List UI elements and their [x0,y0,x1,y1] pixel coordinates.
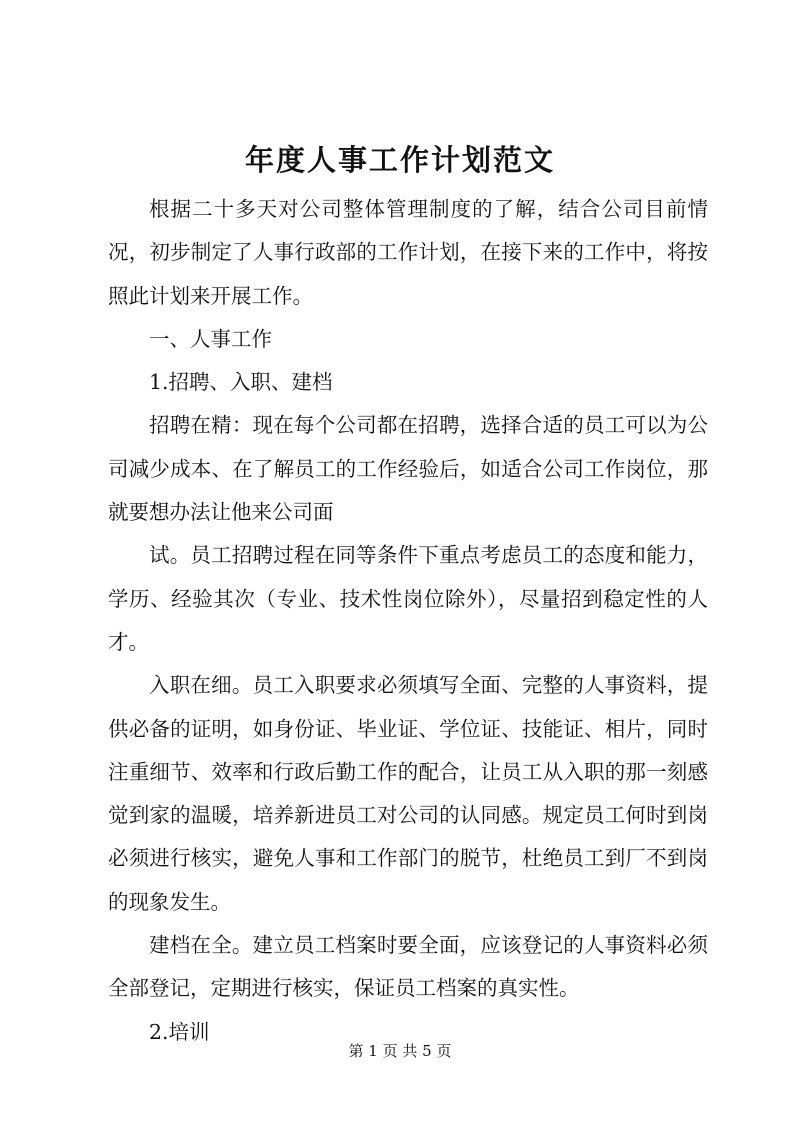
paragraph-archive: 建档在全。建立员工档案时要全面，应该登记的人事资料必须全部登记，定期进行核实，保证员工档案的真实性。 [108,933,708,1001]
section-heading-hr: 一、人事工作 [149,326,272,351]
paragraph-intro: 根据二十多天对公司整体管理制度的了解，结合公司目前情况，初步制定了人事行政部的工作计划，在接下来的工作中，将按照此计划来开展工作。 [108,197,708,308]
paragraph-recruit: 招聘在精：现在每个公司都在招聘，选择合适的员工可以为公司减少成本、在了解员工的工作经验后，如适合公司工作岗位，那就要想办法让他来公司面 [108,413,708,525]
paragraph-onboarding: 入职在细。员工入职要求必须填写全面、完整的人事资料，提供必备的证明，如身份证、毕业证、学位证、技能证、相片，同时注重细节、效率和行政后勤工作的配合，让员工从入职的那一刻感觉到家的温暖，培养新进员工对公司的认同感。规定员工何时到岗必须进行核实，避免人事和工作部门的脱节，杜绝员工到厂不到岗的现象发生。 [108,673,708,914]
subsection-heading-training: 2.培训 [149,1019,210,1044]
subsection-heading-recruit: 1.招聘、入职、建档 [149,370,333,395]
page-footer: 第 1 页 共 5 页 [348,1042,452,1060]
paragraph-interview: 试。员工招聘过程在同等条件下重点考虑员工的态度和能力，学历、经验其次（专业、技术性岗位除外），尽量招到稳定性的人才。 [108,543,708,654]
document-title: 年度人事工作计划范文 [244,143,555,177]
document-body [108,188,708,1054]
